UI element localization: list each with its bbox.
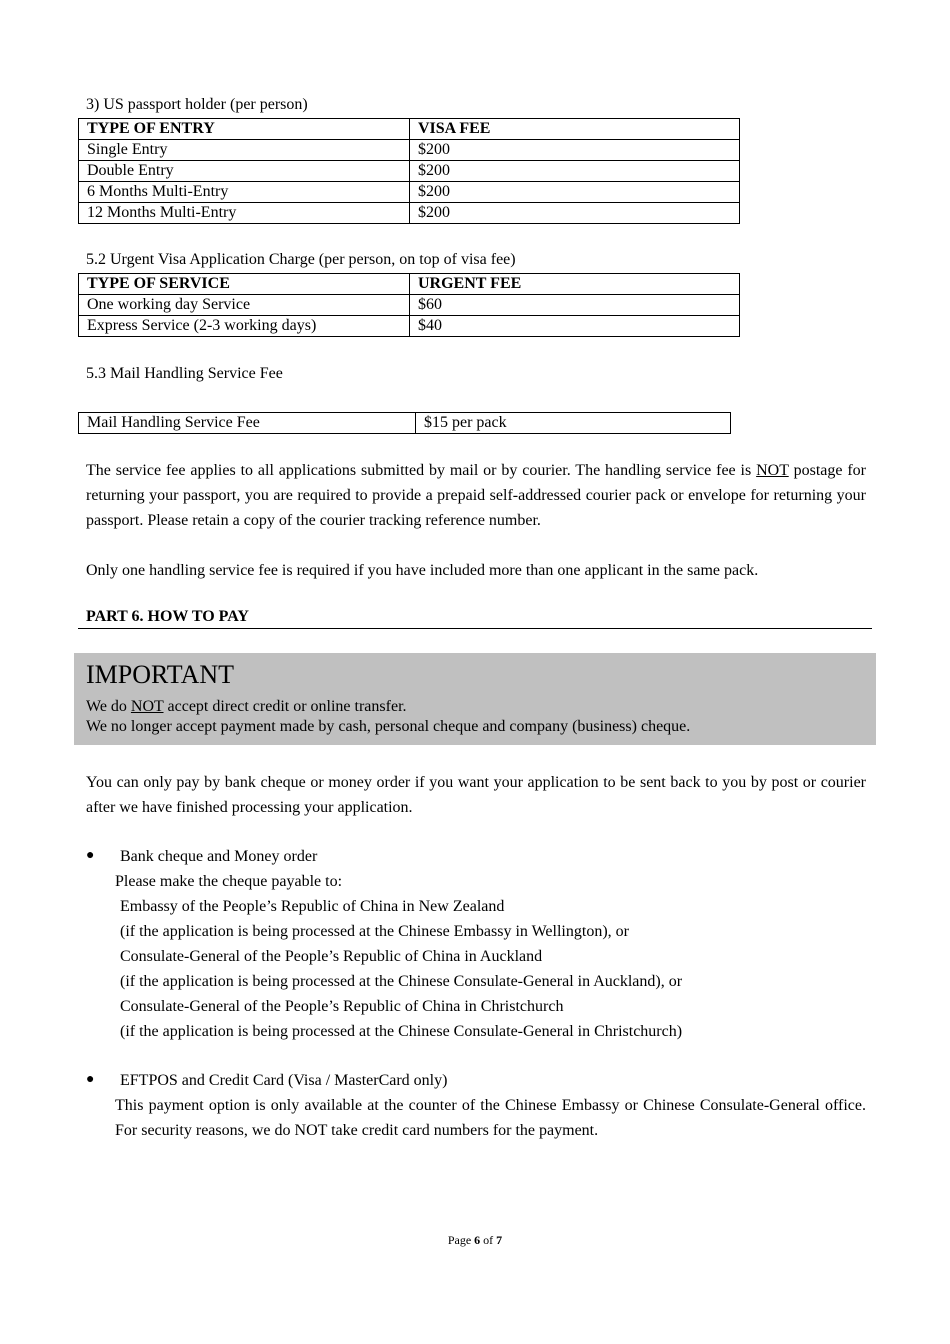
table-header-row	[79, 274, 740, 295]
bullet2-text: This payment option is only available at the counter of the Chinese Embassy or Chinese Consulate-General office. For security reasons, we do NOT take credit card numbers for the payment.	[115, 1097, 866, 1139]
table-row	[79, 182, 740, 203]
header-visa-fee: VISA FEE	[410, 119, 740, 140]
bullet1-line: Embassy of the People’s Republic of China in New Zealand	[120, 898, 505, 915]
header-type-of-service: TYPE OF SERVICE	[79, 274, 410, 295]
important-notice-box	[74, 653, 876, 745]
mail-para-part1: The service fee applies to all applications submitted by mail or by courier. The handling service fee is	[86, 462, 757, 479]
visa-fee-cell: $200	[410, 140, 740, 161]
table-row	[79, 203, 740, 224]
urgent-fee-cell: $40	[410, 316, 740, 337]
footer-of-word: of	[483, 1233, 494, 1247]
mail-service-paragraph	[86, 458, 866, 533]
bullet1-title: Bank cheque and Money order	[120, 848, 318, 865]
mail-fee-label: Mail Handling Service Fee	[79, 413, 416, 434]
not-emphasis: NOT	[130, 698, 164, 715]
header-urgent-fee: URGENT FEE	[410, 274, 740, 295]
bullet1-line: Consulate-General of the People’s Republic of China in Christchurch	[120, 998, 564, 1015]
footer-page-number: 6	[474, 1233, 481, 1247]
table-header-row	[79, 119, 740, 140]
mail-caption: 5.3 Mail Handling Service Fee	[86, 365, 283, 382]
visa-fee-cell: $200	[410, 161, 740, 182]
table-row	[79, 316, 740, 337]
bullet1-line: Please make the cheque payable to:	[115, 873, 343, 890]
entry-type-cell: 6 Months Multi-Entry	[79, 182, 410, 203]
part6-heading: PART 6. HOW TO PAY	[86, 608, 249, 625]
table-row	[79, 413, 731, 434]
footer-page-word: Page	[447, 1233, 472, 1247]
bullet-icon: ●	[86, 1072, 95, 1087]
urgent-fee-cell: $60	[410, 295, 740, 316]
bullet1-line: (if the application is being processed at the Chinese Consulate-General in Christchurch)	[120, 1023, 683, 1040]
mail-fee-value: $15 per pack	[416, 413, 731, 434]
bullet1-line: (if the application is being processed at the Chinese Consulate-General in Auckland), or	[120, 973, 683, 990]
important-line-2: We no longer accept payment made by cash, personal cheque and company (business) cheque.	[86, 718, 691, 735]
bullet2-title: EFTPOS and Credit Card (Visa / MasterCard only)	[120, 1072, 448, 1089]
page-footer	[0, 1232, 950, 1248]
table-row	[79, 140, 740, 161]
entry-type-cell: Double Entry	[79, 161, 410, 182]
urgent-caption: 5.2 Urgent Visa Application Charge (per person, on top of visa fee)	[86, 251, 516, 268]
service-type-cell: Express Service (2-3 working days)	[79, 316, 410, 337]
entry-type-cell: 12 Months Multi-Entry	[79, 203, 410, 224]
service-type-cell: One working day Service	[79, 295, 410, 316]
important-title: IMPORTANT	[86, 660, 235, 689]
bullet1-line: Consulate-General of the People’s Republic of China in Auckland	[120, 948, 543, 965]
urgent-fee-table	[78, 273, 740, 337]
heading-divider	[78, 628, 872, 629]
important-line1-part2: accept direct credit or online transfer.	[163, 698, 407, 715]
payment-intro-paragraph: You can only pay by bank cheque or money order if you want your application to be sent back to you by post or courier after we have finished processing your application.	[86, 774, 866, 816]
mail-para-part2: postage for returning your passport, you are required to provide a prepaid self-addressed courier pack or envelope for returning your passport. Please retain a copy of the courier tracking reference number.	[86, 462, 867, 529]
table-row	[79, 295, 740, 316]
bullet-icon: ●	[86, 848, 95, 863]
visa-fee-cell: $200	[410, 203, 740, 224]
not-emphasis: NOT	[756, 462, 789, 479]
mail-fee-table	[78, 412, 731, 434]
visa-fee-cell: $200	[410, 182, 740, 203]
table-row	[79, 161, 740, 182]
important-line1-part1: We do	[86, 698, 131, 715]
bullet1-line: (if the application is being processed at the Chinese Embassy in Wellington), or	[120, 923, 629, 940]
entry-type-cell: Single Entry	[79, 140, 410, 161]
us-passport-fee-table	[78, 118, 740, 224]
footer-total-pages: 7	[496, 1233, 503, 1247]
us-passport-caption: 3) US passport holder (per person)	[86, 96, 308, 113]
mail-single-fee-paragraph: Only one handling service fee is required if you have included more than one applicant in the same pack.	[86, 562, 759, 579]
header-type-of-entry: TYPE OF ENTRY	[79, 119, 410, 140]
important-line-1	[86, 697, 407, 717]
